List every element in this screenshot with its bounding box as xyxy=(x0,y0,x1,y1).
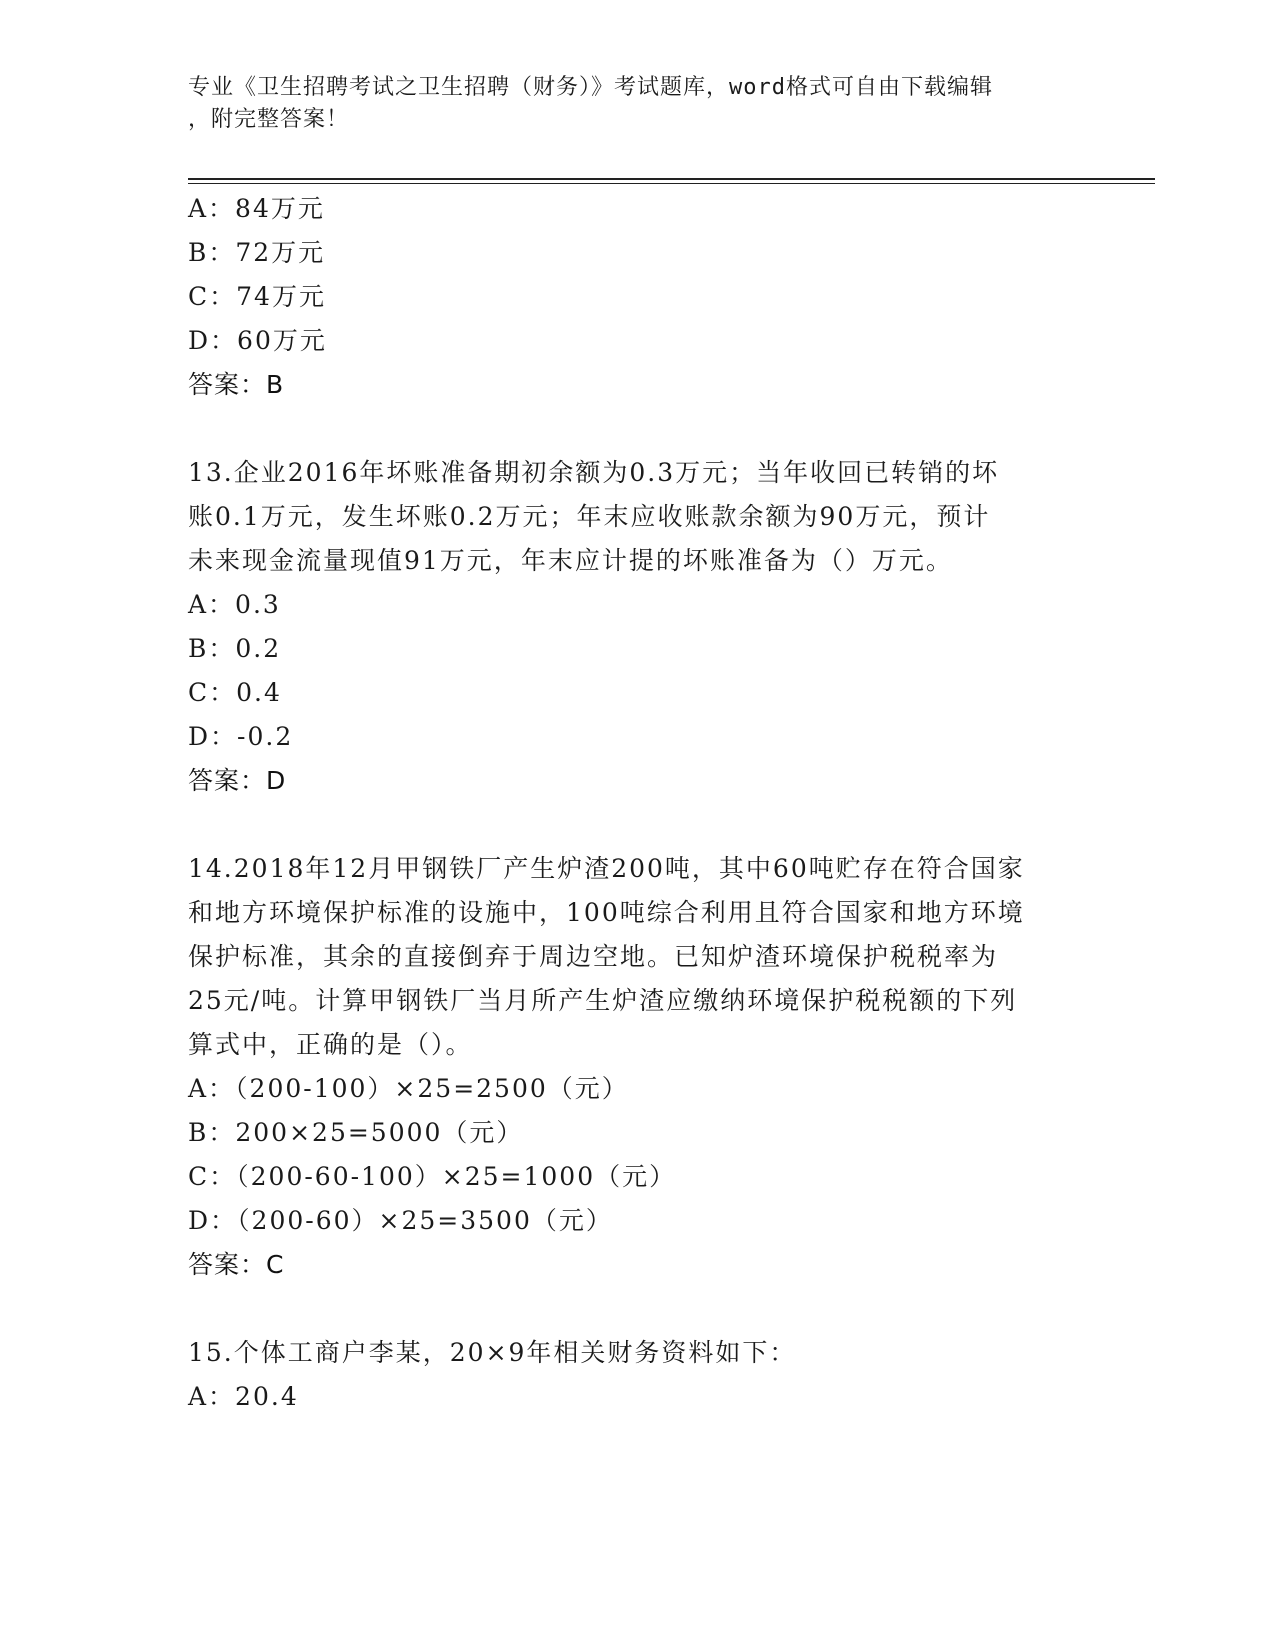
q14-option-c: C：（200-60-100）×25=1000（元） xyxy=(188,1162,677,1191)
q12-option-c: C：74万元 xyxy=(188,282,326,311)
q13-stem-line-1: 13.企业2016年坏账准备期初余额为0.3万元；当年收回已转销的坏 xyxy=(188,458,1000,487)
header-line-2: ，附完整答案！ xyxy=(188,107,350,132)
q13-option-c: C：0.4 xyxy=(188,678,282,707)
q13-option-b: B：0.2 xyxy=(188,634,282,663)
header-divider-thin xyxy=(188,183,1155,184)
q13-stem-line-3: 未来现金流量现值91万元，年末应计提的坏账准备为（）万元。 xyxy=(188,546,953,575)
q13-stem-line-2: 账0.1万元，发生坏账0.2万元；年末应收账款余额为90万元，预计 xyxy=(188,502,991,531)
q14-option-b: B：200×25=5000（元） xyxy=(188,1118,524,1147)
q14-stem-line-4: 25元/吨。计算甲钢铁厂当月所产生炉渣应缴纳环境保护税税额的下列 xyxy=(188,986,1018,1015)
q15-stem-line-1: 15.个体工商户李某，20×9年相关财务资料如下： xyxy=(188,1338,797,1367)
q12-option-d: D：60万元 xyxy=(188,326,327,355)
q12-option-a: A：84万元 xyxy=(188,194,325,223)
q12-option-b: B：72万元 xyxy=(188,238,326,267)
q14-option-a: A：（200-100）×25=2500（元） xyxy=(188,1074,629,1103)
q15-option-a: A：20.4 xyxy=(188,1382,299,1411)
q13-option-d: D：-0.2 xyxy=(188,722,294,751)
q14-stem-line-1: 14.2018年12月甲钢铁厂产生炉渣200吨，其中60吨贮存在符合国家 xyxy=(188,854,1025,883)
header-line-1: 专业《卫生招聘考试之卫生招聘（财务）》考试题库，word格式可自由下载编辑 xyxy=(188,75,993,100)
q13-option-a: A：0.3 xyxy=(188,590,281,619)
q13-answer: 答案：D xyxy=(188,766,287,795)
q14-stem-line-5: 算式中，正确的是（）。 xyxy=(188,1030,473,1059)
header-divider xyxy=(188,178,1155,180)
q12-answer: 答案：B xyxy=(188,370,285,399)
q14-option-d: D：（200-60）×25=3500（元） xyxy=(188,1206,613,1235)
document-header xyxy=(188,72,1088,136)
q14-stem-line-2: 和地方环境保护标准的设施中，100吨综合利用且符合国家和地方环境 xyxy=(188,898,1025,927)
q14-answer: 答案：C xyxy=(188,1250,285,1279)
q14-stem-line-3: 保护标准，其余的直接倒弃于周边空地。已知炉渣环境保护税税率为 xyxy=(188,942,999,971)
